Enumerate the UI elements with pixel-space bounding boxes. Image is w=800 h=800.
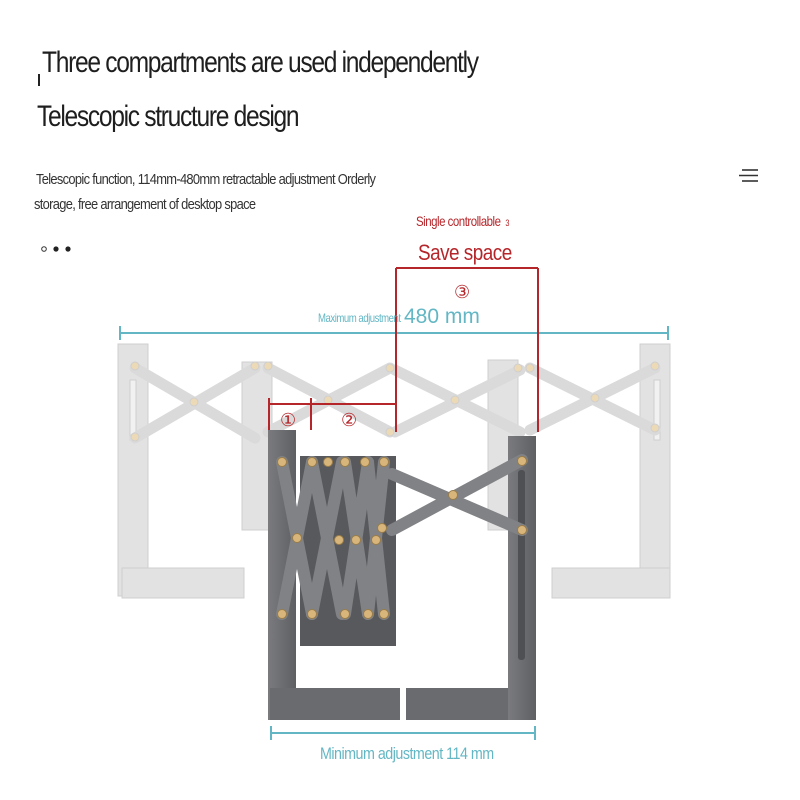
headline-line1: Three compartments are used independently xyxy=(42,46,478,79)
compartment-2-number: ② xyxy=(341,410,358,430)
description-line2: storage, free arrangement of desktop space xyxy=(34,196,256,213)
headline-line2: Telescopic structure design xyxy=(37,100,299,133)
min-dimension-line xyxy=(271,726,535,740)
max-adjustment-label: Maximum adjustment xyxy=(318,311,401,325)
max-dimension-line xyxy=(120,326,668,340)
single-controllable-label: Single controllable 3 xyxy=(416,213,510,229)
collapsed-bookend xyxy=(268,430,536,720)
compartment-3-number: ③ xyxy=(454,282,471,302)
save-space-label: Save space xyxy=(418,240,512,265)
single-mark: 3 xyxy=(505,218,510,228)
min-adjustment-label: Minimum adjustment 114 mm xyxy=(320,744,494,763)
max-adjustment-value: 480 mm xyxy=(404,305,480,328)
description-line1: Telescopic function, 114mm-480mm retractable adjustment Orderly xyxy=(36,171,376,188)
compartment-1-number: ① xyxy=(280,410,297,430)
